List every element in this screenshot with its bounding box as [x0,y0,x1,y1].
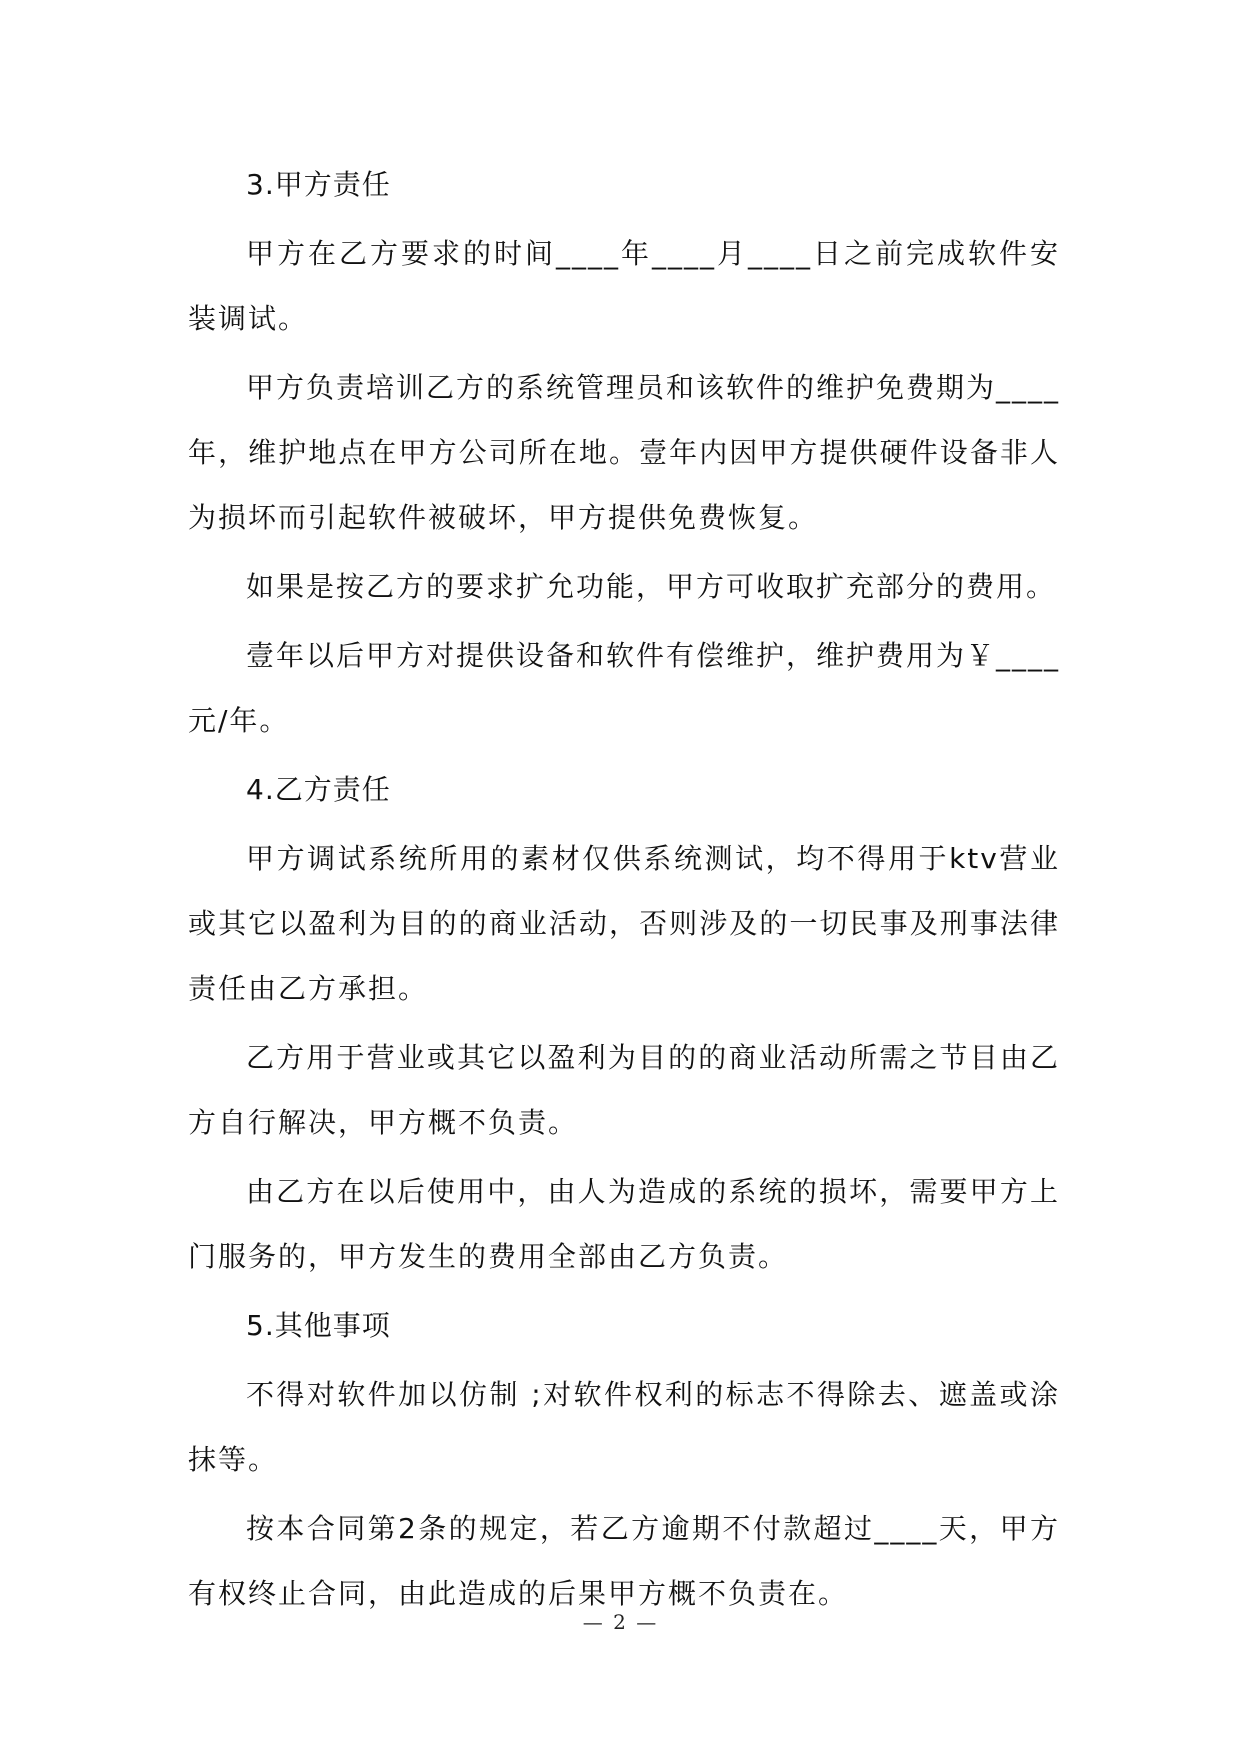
section-heading-party-b-responsibility: 4.乙方责任 [246,773,391,806]
section-heading-party-a-responsibility: 3.甲方责任 [246,168,391,201]
paragraph-no-imitation: 不得对软件加以仿制 ;对软件权利的标志不得除去、遮盖或涂抹等。 [188,1378,1060,1476]
section-heading-other-matters: 5.其他事项 [246,1309,391,1342]
paragraph-install-deadline: 甲方在乙方要求的时间____年____月____日之前完成软件安装调试。 [188,237,1060,335]
paragraph-extension-fee: 如果是按乙方的要求扩允功能，甲方可收取扩充部分的费用。 [246,570,1057,603]
paragraph-test-material-usage: 甲方调试系统所用的素材仅供系统测试，均不得用于ktv营业或其它以盈利为目的的商业活动，否则涉及的一切民事及刑事法律责任由乙方承担。 [188,842,1060,1005]
paragraph-termination: 按本合同第2条的规定，若乙方逾期不付款超过____天，甲方有权终止合同，由此造成的后果甲方概不负责在。 [188,1512,1060,1610]
paragraph-damage-service-cost: 由乙方在以后使用中，由人为造成的系统的损坏，需要甲方上门服务的，甲方发生的费用全部由乙方负责。 [188,1175,1060,1273]
page-number: — 2 — [582,1610,659,1634]
document-body [188,152,1060,1630]
paragraph-commercial-content: 乙方用于营业或其它以盈利为目的的商业活动所需之节目由乙方自行解决，甲方概不负责。 [188,1041,1060,1139]
paragraph-training-maintenance: 甲方负责培训乙方的系统管理员和该软件的维护免费期为____年，维护地点在甲方公司所在地。壹年内因甲方提供硬件设备非人为损坏而引起软件被破坏，甲方提供免费恢复。 [188,371,1061,534]
paragraph-paid-maintenance: 壹年以后甲方对提供设备和软件有偿维护，维护费用为￥____元/年。 [188,639,1061,737]
